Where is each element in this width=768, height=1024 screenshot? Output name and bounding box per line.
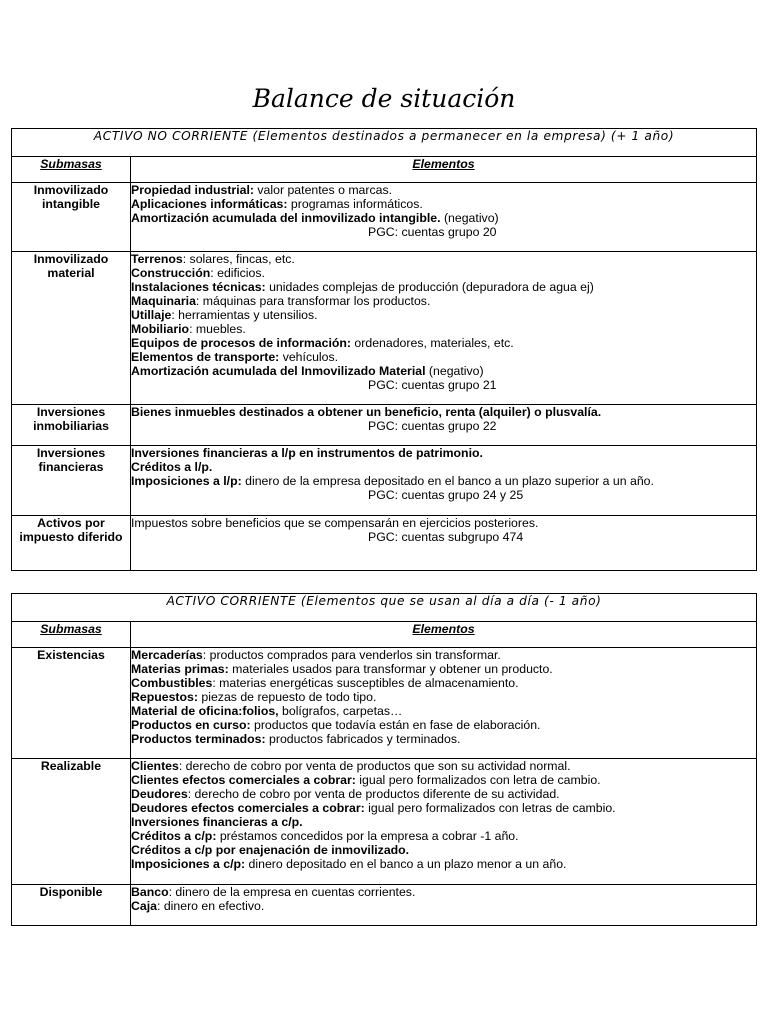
element-term: Equipos de procesos de información: bbox=[131, 336, 352, 350]
element-line bbox=[131, 662, 756, 676]
table-row bbox=[12, 183, 757, 252]
section-header-activo-no-corriente: ACTIVO NO CORRIENTE (Elementos destinados a permanecer en la empresa) (+ 1 año) bbox=[12, 129, 757, 157]
element-line bbox=[131, 732, 756, 746]
element-term: Clientes bbox=[131, 759, 179, 773]
element-term: Materias primas: bbox=[131, 662, 229, 676]
element-description: productos fabricados y terminados. bbox=[265, 732, 461, 746]
element-term: Maquinaria bbox=[131, 294, 196, 308]
column-header-submasas: Submasas bbox=[12, 622, 131, 648]
element-description: : materias energéticas susceptibles de almacenamiento. bbox=[212, 676, 519, 690]
column-header-elementos: Elementos bbox=[131, 622, 757, 648]
submasa-cell: Inversiones financieras bbox=[12, 446, 131, 516]
element-term: Amortización acumulada del inmovilizado intangible. bbox=[131, 211, 441, 225]
element-line bbox=[131, 516, 756, 530]
element-term: Productos terminados: bbox=[131, 732, 266, 746]
element-line bbox=[131, 294, 756, 308]
element-description: unidades complejas de producción (depuradora de agua ej) bbox=[265, 280, 594, 294]
element-term: Terrenos bbox=[131, 252, 183, 266]
element-line bbox=[131, 704, 756, 718]
element-line bbox=[131, 446, 756, 460]
pgc-reference: PGC: cuentas grupo 21 bbox=[368, 378, 497, 392]
element-description: (negativo) bbox=[440, 211, 499, 225]
submasa-cell: Inmovilizado intangible bbox=[12, 183, 131, 252]
table-row bbox=[12, 252, 757, 405]
element-description: : dinero de la empresa en cuentas corrientes. bbox=[168, 885, 416, 899]
element-line bbox=[131, 322, 756, 336]
elementos-cell bbox=[131, 446, 757, 516]
element-line bbox=[131, 787, 756, 801]
element-description: bolígrafos, carpetas… bbox=[278, 704, 403, 718]
pgc-reference: PGC: cuentas subgrupo 474 bbox=[368, 530, 524, 544]
element-line bbox=[131, 801, 756, 815]
element-line bbox=[131, 899, 756, 913]
element-line bbox=[131, 266, 756, 280]
elementos-cell bbox=[131, 252, 757, 405]
element-description: : edificios. bbox=[210, 266, 265, 280]
element-description: : dinero en efectivo. bbox=[156, 899, 265, 913]
elementos-cell bbox=[131, 516, 757, 571]
elementos-cell bbox=[131, 648, 757, 759]
element-line bbox=[131, 252, 756, 266]
pgc-reference: PGC: cuentas grupo 24 y 25 bbox=[368, 488, 524, 502]
element-term: Aplicaciones informáticas: bbox=[131, 197, 288, 211]
element-term: Instalaciones técnicas: bbox=[131, 280, 266, 294]
table-row bbox=[12, 648, 757, 759]
element-line bbox=[131, 843, 756, 857]
table-row bbox=[12, 759, 757, 885]
element-line bbox=[131, 350, 756, 364]
submasa-cell: Existencias bbox=[12, 648, 131, 759]
element-description: igual pero formalizados con letras de cambio. bbox=[364, 801, 616, 815]
table-row bbox=[12, 446, 757, 516]
element-term: Amortización acumulada del Inmovilizado Material bbox=[131, 364, 426, 378]
element-description: : productos comprados para venderlos sin transformar. bbox=[202, 648, 501, 662]
element-description: : muebles. bbox=[189, 322, 246, 336]
table-activo-corriente bbox=[11, 593, 757, 926]
page-title: Balance de situación bbox=[252, 84, 516, 113]
element-term: Deudores bbox=[131, 787, 188, 801]
element-line bbox=[131, 308, 756, 322]
element-description: : derecho de cobro por venta de productos diferente de su actividad. bbox=[187, 787, 560, 801]
element-line bbox=[131, 364, 756, 378]
element-description: préstamos concedidos por la empresa a cobrar -1 año. bbox=[216, 829, 519, 843]
element-term: Propiedad industrial: bbox=[131, 183, 254, 197]
element-line bbox=[131, 759, 756, 773]
element-description: dinero de la empresa depositado en el banco a un plazo superior a un año. bbox=[241, 474, 654, 488]
section-header-activo-corriente: ACTIVO CORRIENTE (Elementos que se usan al día a día (- 1 año) bbox=[12, 594, 757, 622]
element-line bbox=[131, 815, 756, 829]
element-term: Productos en curso: bbox=[131, 718, 251, 732]
element-line bbox=[131, 718, 756, 732]
elementos-cell bbox=[131, 405, 757, 446]
element-term: Inversiones financieras a c/p. bbox=[131, 815, 303, 829]
column-header-elementos: Elementos bbox=[131, 157, 757, 183]
pgc-reference: PGC: cuentas grupo 20 bbox=[368, 225, 497, 239]
element-description: : herramientas y utensilios. bbox=[171, 308, 318, 322]
element-line bbox=[131, 829, 756, 843]
element-line bbox=[131, 336, 756, 350]
element-term: Mobiliario bbox=[131, 322, 190, 336]
element-line bbox=[131, 197, 756, 211]
element-term: Imposiciones a c/p: bbox=[131, 857, 246, 871]
element-term: Clientes efectos comerciales a cobrar: bbox=[131, 773, 356, 787]
table-row bbox=[12, 885, 757, 926]
element-term: Construcción bbox=[131, 266, 211, 280]
element-description: : solares, fincas, etc. bbox=[182, 252, 295, 266]
submasa-cell: Activos por impuesto diferido bbox=[12, 516, 131, 571]
element-description: : máquinas para transformar los productos. bbox=[195, 294, 431, 308]
submasa-cell: Realizable bbox=[12, 759, 131, 885]
element-line bbox=[131, 648, 756, 662]
element-description: programas informáticos. bbox=[287, 197, 423, 211]
element-term: Banco bbox=[131, 885, 169, 899]
column-header-submasas: Submasas bbox=[12, 157, 131, 183]
element-term: Combustibles bbox=[131, 676, 213, 690]
element-description: (negativo) bbox=[425, 364, 484, 378]
element-term: Créditos a c/p: bbox=[131, 829, 217, 843]
element-term: Caja bbox=[131, 899, 157, 913]
element-description: Impuestos sobre beneficios que se compensarán en ejercicios posteriores. bbox=[131, 516, 539, 530]
element-term: Utillaje bbox=[131, 308, 172, 322]
element-line bbox=[131, 183, 756, 197]
element-term: Elementos de transporte: bbox=[131, 350, 280, 364]
element-line bbox=[131, 211, 756, 225]
element-line bbox=[131, 460, 756, 474]
element-term: Inversiones financieras a l/p en instrumentos de patrimonio. bbox=[131, 446, 483, 460]
element-description: vehículos. bbox=[279, 350, 339, 364]
table-row bbox=[12, 405, 757, 446]
submasa-cell: Inmovilizado material bbox=[12, 252, 131, 405]
element-description: dinero depositado en el banco a un plazo menor a un año. bbox=[245, 857, 567, 871]
element-line bbox=[131, 690, 756, 704]
element-description: ordenadores, materiales, etc. bbox=[351, 336, 514, 350]
element-term: Repuestos: bbox=[131, 690, 198, 704]
pgc-reference: PGC: cuentas grupo 22 bbox=[368, 419, 497, 433]
element-description: : derecho de cobro por venta de productos que son su actividad normal. bbox=[178, 759, 571, 773]
table-activo-no-corriente bbox=[11, 128, 757, 571]
element-description: igual pero formalizados con letra de cambio. bbox=[355, 773, 601, 787]
element-line bbox=[131, 280, 756, 294]
table-row bbox=[12, 516, 757, 571]
submasa-cell: Inversiones inmobiliarias bbox=[12, 405, 131, 446]
element-line bbox=[131, 474, 756, 488]
element-line bbox=[131, 857, 756, 871]
element-line bbox=[131, 405, 756, 419]
element-description: valor patentes o marcas. bbox=[253, 183, 393, 197]
element-description: piezas de repuesto de todo tipo. bbox=[197, 690, 377, 704]
element-line bbox=[131, 676, 756, 690]
element-line bbox=[131, 885, 756, 899]
element-description: materiales usados para transformar y obtener un producto. bbox=[228, 662, 553, 676]
elementos-cell bbox=[131, 183, 757, 252]
element-term: Deudores efectos comerciales a cobrar: bbox=[131, 801, 365, 815]
element-line bbox=[131, 773, 756, 787]
element-term: Material de oficina:folios, bbox=[131, 704, 279, 718]
elementos-cell bbox=[131, 759, 757, 885]
element-term: Mercaderías bbox=[131, 648, 203, 662]
submasa-cell: Disponible bbox=[12, 885, 131, 926]
element-term: Imposiciones a l/p: bbox=[131, 474, 242, 488]
element-term: Créditos a l/p. bbox=[131, 460, 213, 474]
element-term: Bienes inmuebles destinados a obtener un beneficio, renta (alquiler) o plusvalía. bbox=[131, 405, 602, 419]
element-term: Créditos a c/p por enajenación de inmovilizado. bbox=[131, 843, 410, 857]
elementos-cell bbox=[131, 885, 757, 926]
element-description: productos que todavía están en fase de elaboración. bbox=[250, 718, 541, 732]
